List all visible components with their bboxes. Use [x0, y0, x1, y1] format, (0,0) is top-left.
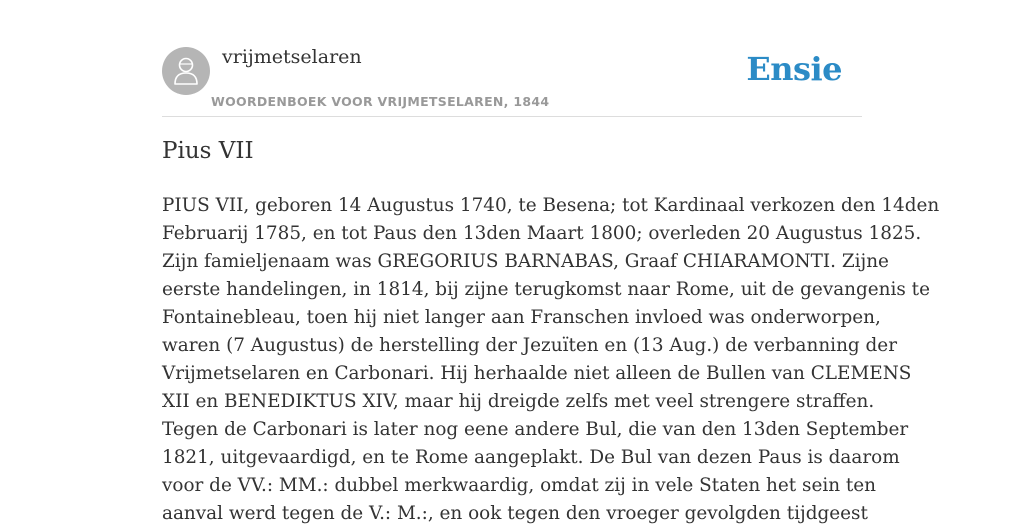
avatar[interactable] — [162, 47, 210, 95]
source-link[interactable]: WOORDENBOEK VOOR VRIJMETSELAREN, 1844 — [211, 94, 550, 109]
article-line: Tegen de Carbonari is later nog eene andere Bul, die van den 13den September — [162, 419, 909, 440]
article-line: XII en BENEDIKTUS XIV, maar hij dreigde zelfs met veel strengere straffen. — [162, 391, 875, 412]
article-line: waren (7 Augustus) de herstelling der Jezuïten en (13 Aug.) de verbanning der — [162, 335, 897, 356]
article-line: 1821, uitgevaardigd, en te Rome aangeplakt. De Bul van dezen Paus is daarom — [162, 447, 900, 468]
article-line: Februarij 1785, en tot Paus den 13den Maart 1800; overleden 20 Augustus 1825. — [162, 223, 922, 244]
article-line: Vrijmetselaren en Carbonari. Hij herhaalde niet alleen de Bullen van CLEMENS — [162, 363, 912, 384]
article-line: Fontainebleau, toen hij niet langer aan Franschen invloed was onderworpen, — [162, 307, 881, 328]
author-link[interactable]: vrijmetselaren — [222, 46, 362, 68]
article-line: Zijn famieljenaam was GREGORIUS BARNABAS, Graaf CHIARAMONTI. Zijne — [162, 251, 889, 272]
page-title: Pius VII — [162, 138, 254, 164]
article-line: PIUS VII, geboren 14 Augustus 1740, te Besena; tot Kardinaal verkozen den 14den — [162, 195, 940, 216]
article-line: voor de VV.: MM.: dubbel merkwaardig, omdat zij in vele Staten het sein ten — [162, 475, 877, 496]
header — [162, 40, 862, 117]
brand-logo[interactable]: Ensie — [746, 50, 842, 88]
article-line: eerste handelingen, in 1814, bij zijne terugkomst naar Rome, uit de gevangenis te — [162, 279, 930, 300]
user-icon — [173, 56, 199, 86]
article-line: aanval werd tegen de V.: M.:, en ook tegen den vroeger gevolgden tijdgeest — [162, 503, 868, 524]
article-body — [162, 192, 940, 528]
